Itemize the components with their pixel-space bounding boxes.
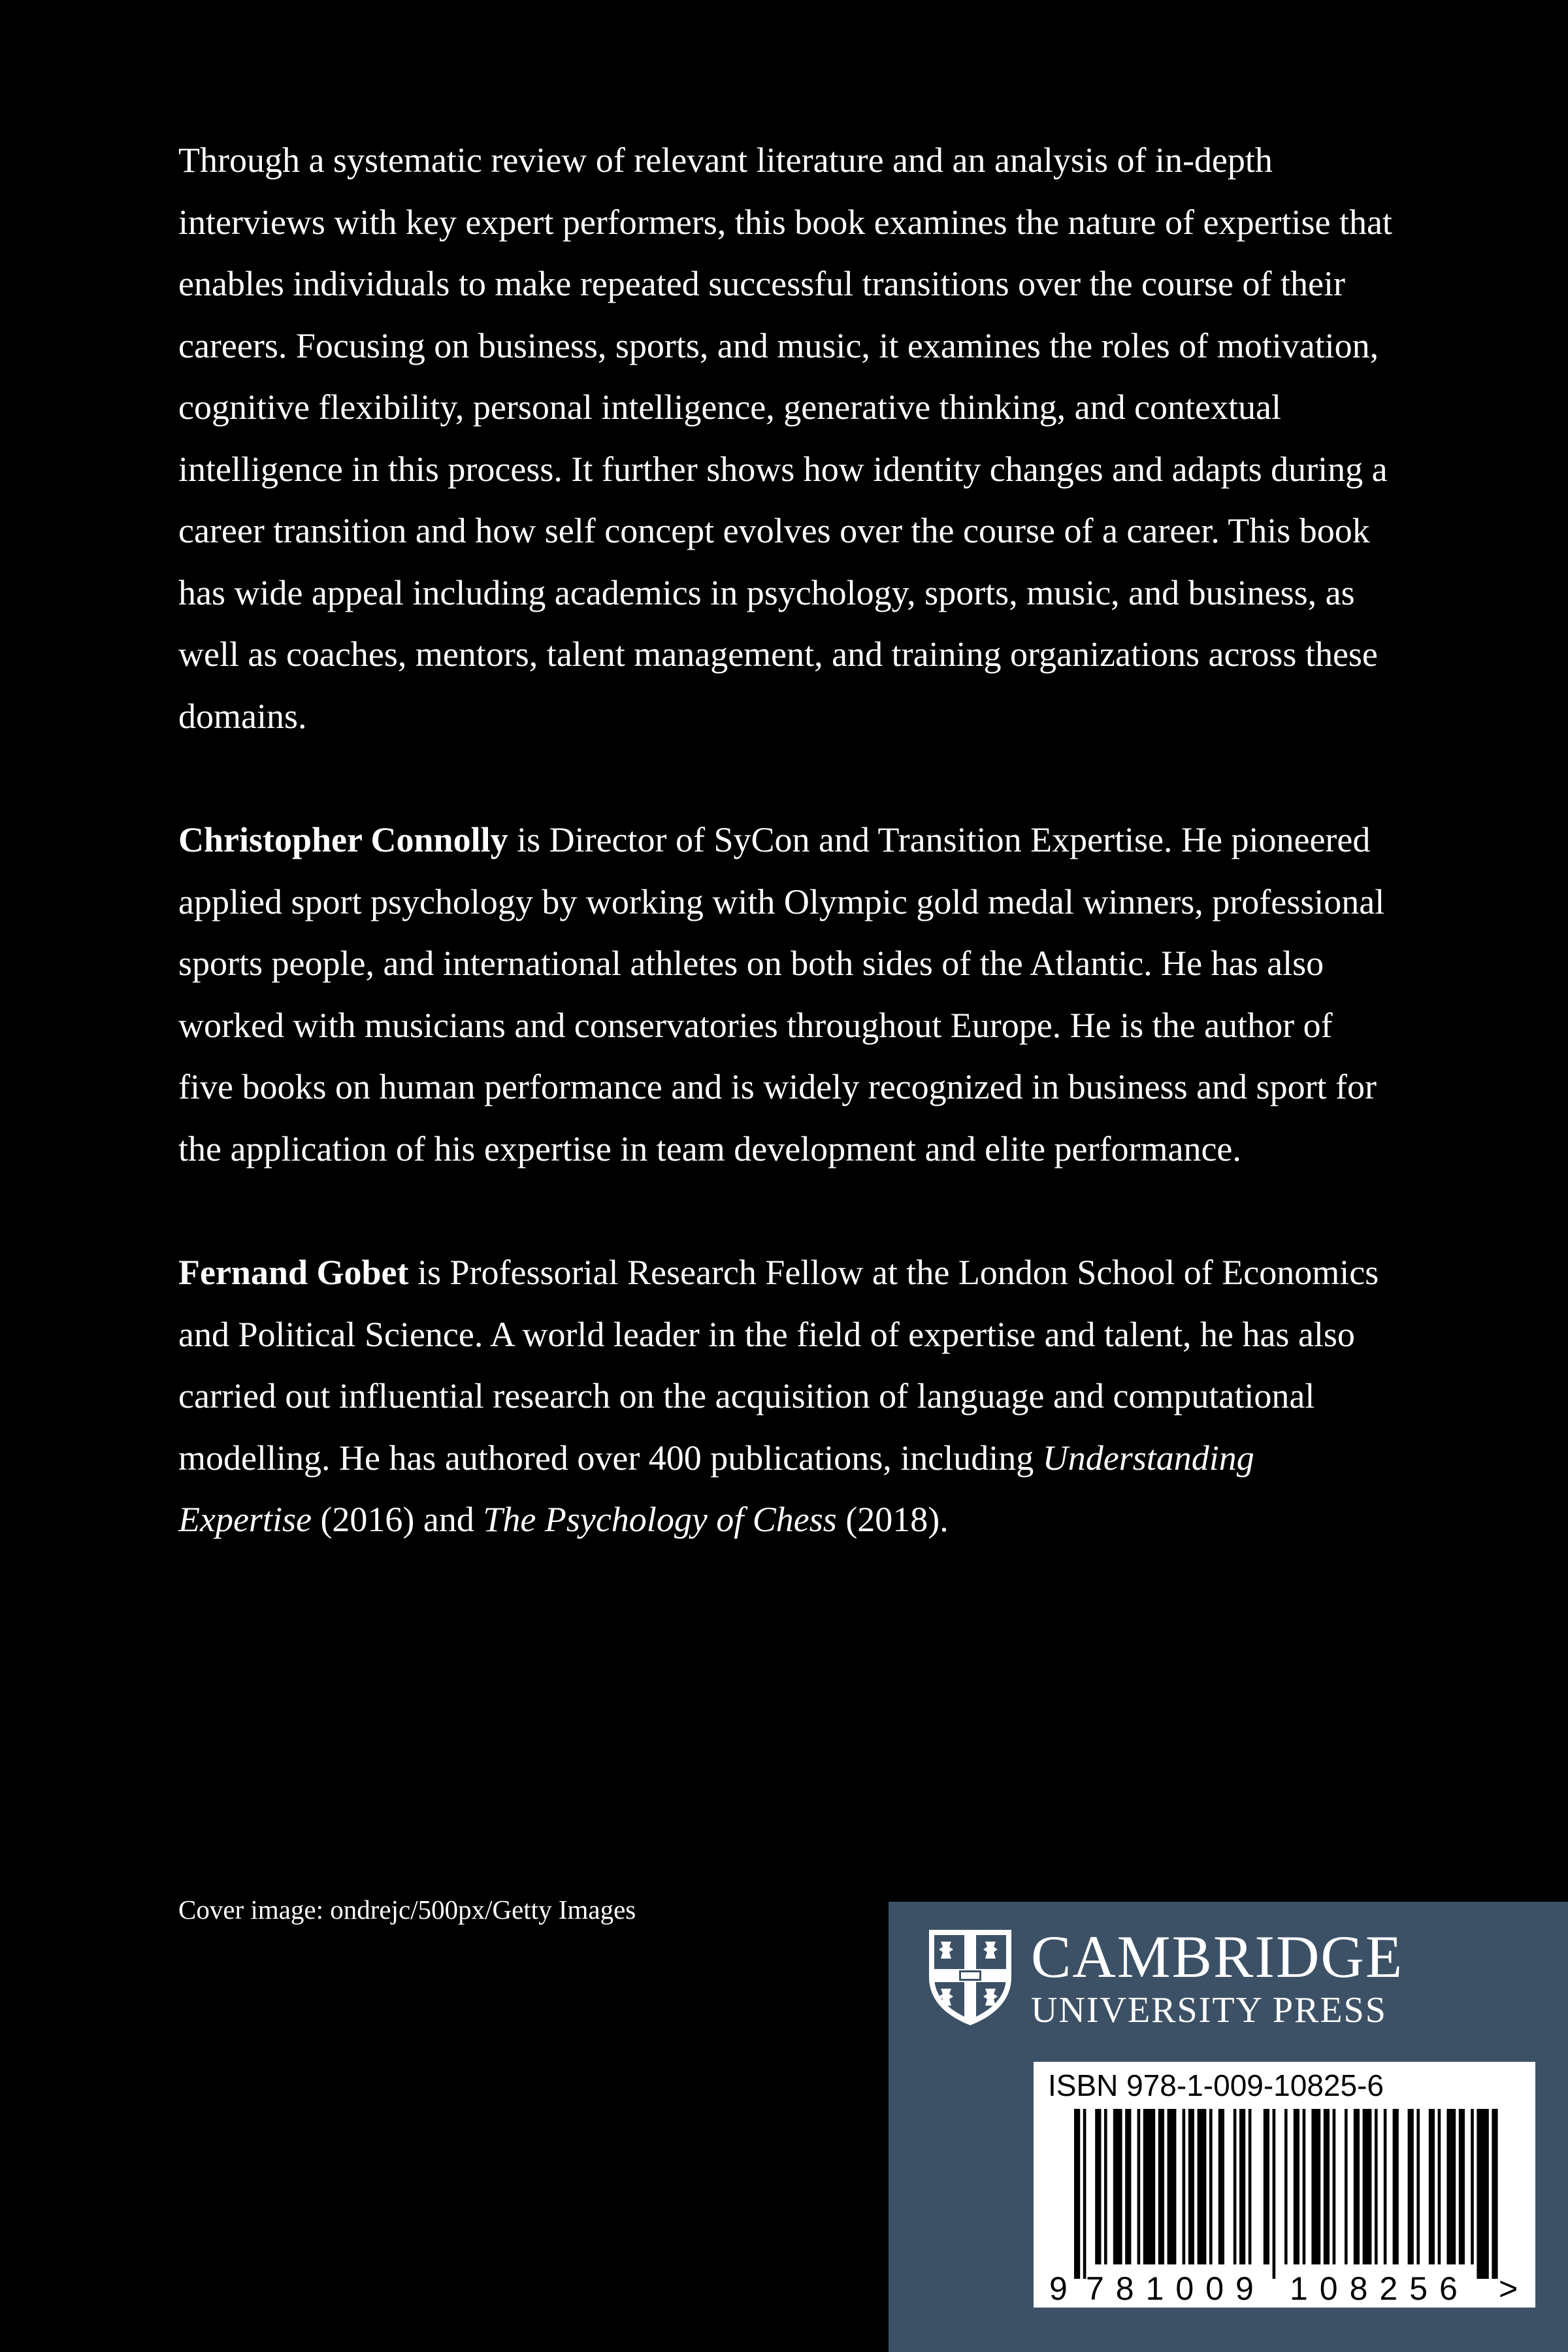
book-title: The Psychology of Chess: [483, 1500, 837, 1539]
isbn-barcode: [1034, 2062, 1535, 2308]
publisher-name-line2: UNIVERSITY PRESS: [1031, 1990, 1387, 2030]
book-title: Understanding Expertise: [178, 1438, 1254, 1539]
barcode-end-mark: >: [1499, 2270, 1518, 2305]
publisher-name: [1031, 1925, 1403, 2031]
author-bio-text: (2016) and: [311, 1500, 483, 1539]
barcode-digits-left: 781009: [1086, 2270, 1266, 2305]
author-name: Fernand Gobet: [178, 1253, 409, 1292]
author-bio-text: (2018).: [836, 1500, 949, 1539]
book-description: Through a systematic review of relevant literature and an analysis of in-depth interviews with key expert performers, this book examines the nature of expertise that enables individuals to make repeated successful transitions over the course of their careers. Focusing on business, sports, and music, it examines the roles of motivation, cognitive flexibility, personal intelligence, generative thinking, and contextual intelligence in this process. It further shows how identity changes and adapts during a career transition and how self concept evolves over the course of a career. This book has wide appeal including academics in psychology, sports, music, and business, as well as coaches, mentors, talent management, and training organizations across these domains.: [178, 141, 1392, 736]
cover-image-credit: Cover image: ondrejc/500px/Getty Images: [178, 1895, 636, 1925]
publisher-panel: [889, 1902, 1568, 2352]
author-bio-text: is Professorial Research Fellow at the London School of Economics and Political Science. A world leader in the field of expertise and talent, he has also carried out influential research on the acquisition of language and computational modelling. He has authored over 400 publications, including: [178, 1253, 1379, 1478]
barcode-digit-first: 9: [1049, 2270, 1068, 2305]
cambridge-crest-icon: [925, 1926, 1015, 2028]
author-name: Christopher Connolly: [178, 820, 508, 859]
publisher-name-line1: CAMBRIDGE: [1031, 1923, 1404, 1990]
author-bio-text: is Director of SyCon and Transition Expertise. He pioneered applied sport psychology by working with Olympic gold medal winners, professional sports people, and international athletes on both sides of the Atlantic. He has also worked with musicians and conservatories throughout Europe. He is the author of five books on human performance and is widely recognized in business and sport for the application of his expertise in team development and elite performance.: [178, 820, 1385, 1168]
isbn-label: ISBN 978-1-009-10825-6: [1048, 2068, 1384, 2102]
author-bio-connolly: [178, 809, 1394, 1180]
author-bio-gobet: [178, 1242, 1394, 1551]
main-text: [178, 129, 1394, 1551]
barcode-digits-right: 108256: [1290, 2270, 1469, 2305]
barcode-graphic: [1048, 2109, 1521, 2305]
